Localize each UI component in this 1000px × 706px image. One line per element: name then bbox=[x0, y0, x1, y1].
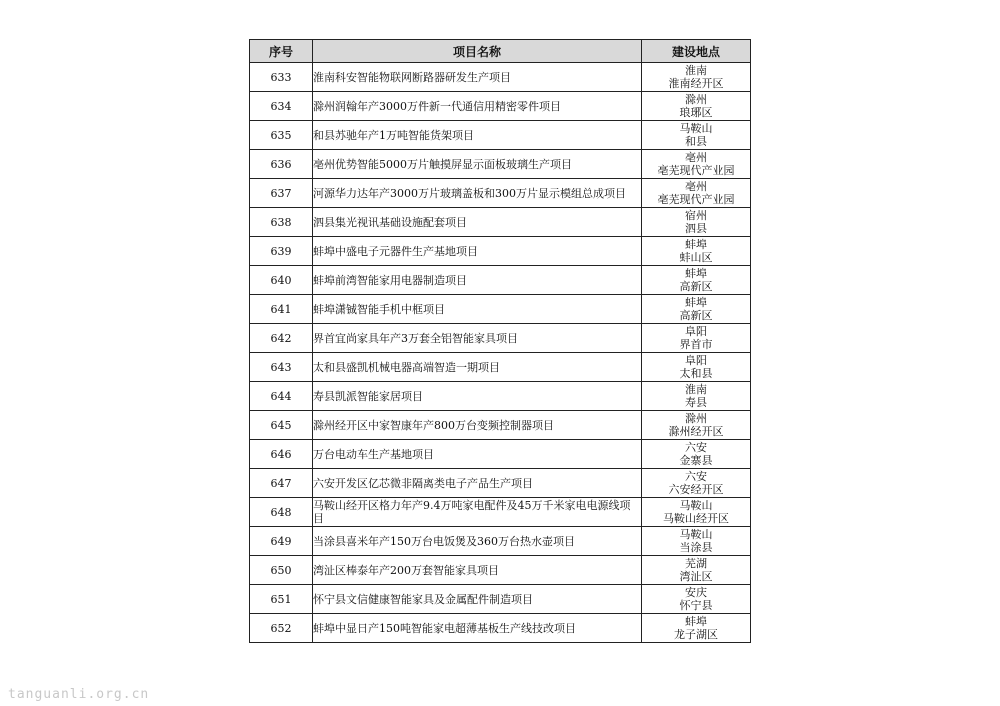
location-cell bbox=[642, 150, 751, 179]
location-city: 阜阳 bbox=[685, 325, 707, 338]
location-city: 六安 bbox=[685, 441, 707, 454]
table-row bbox=[250, 266, 751, 295]
project-name: 蚌埠前湾智能家用电器制造项目 bbox=[313, 266, 642, 295]
location-district: 怀宁县 bbox=[679, 599, 713, 612]
table-row bbox=[250, 556, 751, 585]
location-cell bbox=[642, 266, 751, 295]
project-name: 蚌埠潇铖智能手机中框项目 bbox=[313, 295, 642, 324]
location-cell bbox=[642, 527, 751, 556]
row-number: 638 bbox=[250, 208, 313, 237]
table-row bbox=[250, 63, 751, 92]
location-cell bbox=[642, 92, 751, 121]
row-number: 648 bbox=[250, 498, 313, 527]
row-number: 643 bbox=[250, 353, 313, 382]
location-city: 马鞍山 bbox=[679, 499, 713, 512]
location-district: 太和县 bbox=[679, 367, 713, 380]
location-city: 蚌埠 bbox=[685, 267, 707, 280]
header-no: 序号 bbox=[250, 40, 313, 63]
table-row bbox=[250, 324, 751, 353]
project-name: 泗县集光视讯基础设施配套项目 bbox=[313, 208, 642, 237]
location-district: 高新区 bbox=[679, 309, 713, 322]
row-number: 636 bbox=[250, 150, 313, 179]
header-location: 建设地点 bbox=[642, 40, 751, 63]
project-name: 太和县盛凯机械电器高端智造一期项目 bbox=[313, 353, 642, 382]
table-row bbox=[250, 614, 751, 643]
location-district: 和县 bbox=[685, 135, 707, 148]
location-city: 滁州 bbox=[685, 412, 707, 425]
location-city: 淮南 bbox=[685, 64, 707, 77]
location-district: 滁州经开区 bbox=[668, 425, 724, 438]
location-district: 六安经开区 bbox=[668, 483, 724, 496]
location-city: 马鞍山 bbox=[679, 122, 713, 135]
project-name: 马鞍山经开区格力年产9.4万吨家电配件及45万千米家电电源线项目 bbox=[313, 498, 642, 527]
table-row bbox=[250, 440, 751, 469]
project-name: 怀宁县文信健康智能家具及金属配件制造项目 bbox=[313, 585, 642, 614]
location-cell bbox=[642, 556, 751, 585]
location-city: 亳州 bbox=[685, 180, 707, 193]
table-row bbox=[250, 121, 751, 150]
table-header-row bbox=[250, 40, 751, 63]
project-name: 当涂县喜米年产150万台电饭煲及360万台热水壶项目 bbox=[313, 527, 642, 556]
row-number: 645 bbox=[250, 411, 313, 440]
location-city: 蚌埠 bbox=[685, 238, 707, 251]
project-name: 滁州经开区中家智康年产800万台变频控制器项目 bbox=[313, 411, 642, 440]
project-name: 河源华力达年产3000万片玻璃盖板和300万片显示模组总成项目 bbox=[313, 179, 642, 208]
row-number: 642 bbox=[250, 324, 313, 353]
location-district: 高新区 bbox=[679, 280, 713, 293]
location-cell bbox=[642, 295, 751, 324]
location-district: 亳芜现代产业园 bbox=[657, 193, 735, 206]
row-number: 641 bbox=[250, 295, 313, 324]
location-city: 蚌埠 bbox=[685, 296, 707, 309]
project-name: 蚌埠中盛电子元器件生产基地项目 bbox=[313, 237, 642, 266]
location-district: 寿县 bbox=[685, 396, 707, 409]
table-row bbox=[250, 411, 751, 440]
project-name: 六安开发区亿芯微非隔离类电子产品生产项目 bbox=[313, 469, 642, 498]
row-number: 650 bbox=[250, 556, 313, 585]
row-number: 639 bbox=[250, 237, 313, 266]
location-city: 亳州 bbox=[685, 151, 707, 164]
table-row bbox=[250, 353, 751, 382]
project-name: 湾沚区棒泰年产200万套智能家具项目 bbox=[313, 556, 642, 585]
table-row bbox=[250, 585, 751, 614]
table-row bbox=[250, 237, 751, 266]
location-city: 蚌埠 bbox=[685, 615, 707, 628]
row-number: 644 bbox=[250, 382, 313, 411]
location-cell bbox=[642, 498, 751, 527]
watermark: tanguanli.org.cn bbox=[8, 687, 150, 702]
row-number: 649 bbox=[250, 527, 313, 556]
location-cell bbox=[642, 585, 751, 614]
location-cell bbox=[642, 324, 751, 353]
row-number: 634 bbox=[250, 92, 313, 121]
table-row bbox=[250, 469, 751, 498]
table-row bbox=[250, 295, 751, 324]
location-district: 琅琊区 bbox=[679, 106, 713, 119]
location-district: 泗县 bbox=[685, 222, 707, 235]
location-city: 安庆 bbox=[685, 586, 707, 599]
location-cell bbox=[642, 121, 751, 150]
project-name: 蚌埠中显日产150吨智能家电超薄基板生产线技改项目 bbox=[313, 614, 642, 643]
project-name: 淮南科安智能物联网断路器研发生产项目 bbox=[313, 63, 642, 92]
location-district: 湾沚区 bbox=[679, 570, 713, 583]
table-row bbox=[250, 498, 751, 527]
location-district: 金寨县 bbox=[679, 454, 713, 467]
location-city: 淮南 bbox=[685, 383, 707, 396]
location-city: 宿州 bbox=[685, 209, 707, 222]
row-number: 635 bbox=[250, 121, 313, 150]
location-district: 当涂县 bbox=[679, 541, 713, 554]
table-row bbox=[250, 382, 751, 411]
location-city: 滁州 bbox=[685, 93, 707, 106]
row-number: 637 bbox=[250, 179, 313, 208]
location-district: 亳芜现代产业园 bbox=[657, 164, 735, 177]
table-row bbox=[250, 208, 751, 237]
location-cell bbox=[642, 382, 751, 411]
row-number: 646 bbox=[250, 440, 313, 469]
location-district: 界首市 bbox=[679, 338, 713, 351]
location-cell bbox=[642, 469, 751, 498]
location-district: 龙子湖区 bbox=[674, 628, 718, 641]
location-district: 蚌山区 bbox=[679, 251, 713, 264]
location-city: 芜湖 bbox=[685, 557, 707, 570]
row-number: 651 bbox=[250, 585, 313, 614]
row-number: 640 bbox=[250, 266, 313, 295]
location-district: 淮南经开区 bbox=[668, 77, 724, 90]
table-row bbox=[250, 150, 751, 179]
location-city: 六安 bbox=[685, 470, 707, 483]
header-project-name: 项目名称 bbox=[313, 40, 642, 63]
location-cell bbox=[642, 440, 751, 469]
location-city: 阜阳 bbox=[685, 354, 707, 367]
location-cell bbox=[642, 237, 751, 266]
project-name: 万台电动车生产基地项目 bbox=[313, 440, 642, 469]
location-cell bbox=[642, 411, 751, 440]
location-cell bbox=[642, 63, 751, 92]
project-name: 和县苏驰年产1万吨智能货架项目 bbox=[313, 121, 642, 150]
row-number: 633 bbox=[250, 63, 313, 92]
location-cell bbox=[642, 614, 751, 643]
location-cell bbox=[642, 208, 751, 237]
location-district: 马鞍山经开区 bbox=[663, 512, 729, 525]
table-row bbox=[250, 527, 751, 556]
project-name: 寿县凯派智能家居项目 bbox=[313, 382, 642, 411]
table-body bbox=[250, 63, 751, 643]
row-number: 652 bbox=[250, 614, 313, 643]
row-number: 647 bbox=[250, 469, 313, 498]
location-city: 马鞍山 bbox=[679, 528, 713, 541]
project-name: 界首宜尚家具年产3万套全铝智能家具项目 bbox=[313, 324, 642, 353]
location-cell bbox=[642, 179, 751, 208]
location-cell bbox=[642, 353, 751, 382]
table-row bbox=[250, 179, 751, 208]
table-row bbox=[250, 92, 751, 121]
project-table bbox=[249, 39, 751, 643]
project-name: 亳州优势智能5000万片触摸屏显示面板玻璃生产项目 bbox=[313, 150, 642, 179]
project-name: 滁州润翰年产3000万件新一代通信用精密零件项目 bbox=[313, 92, 642, 121]
